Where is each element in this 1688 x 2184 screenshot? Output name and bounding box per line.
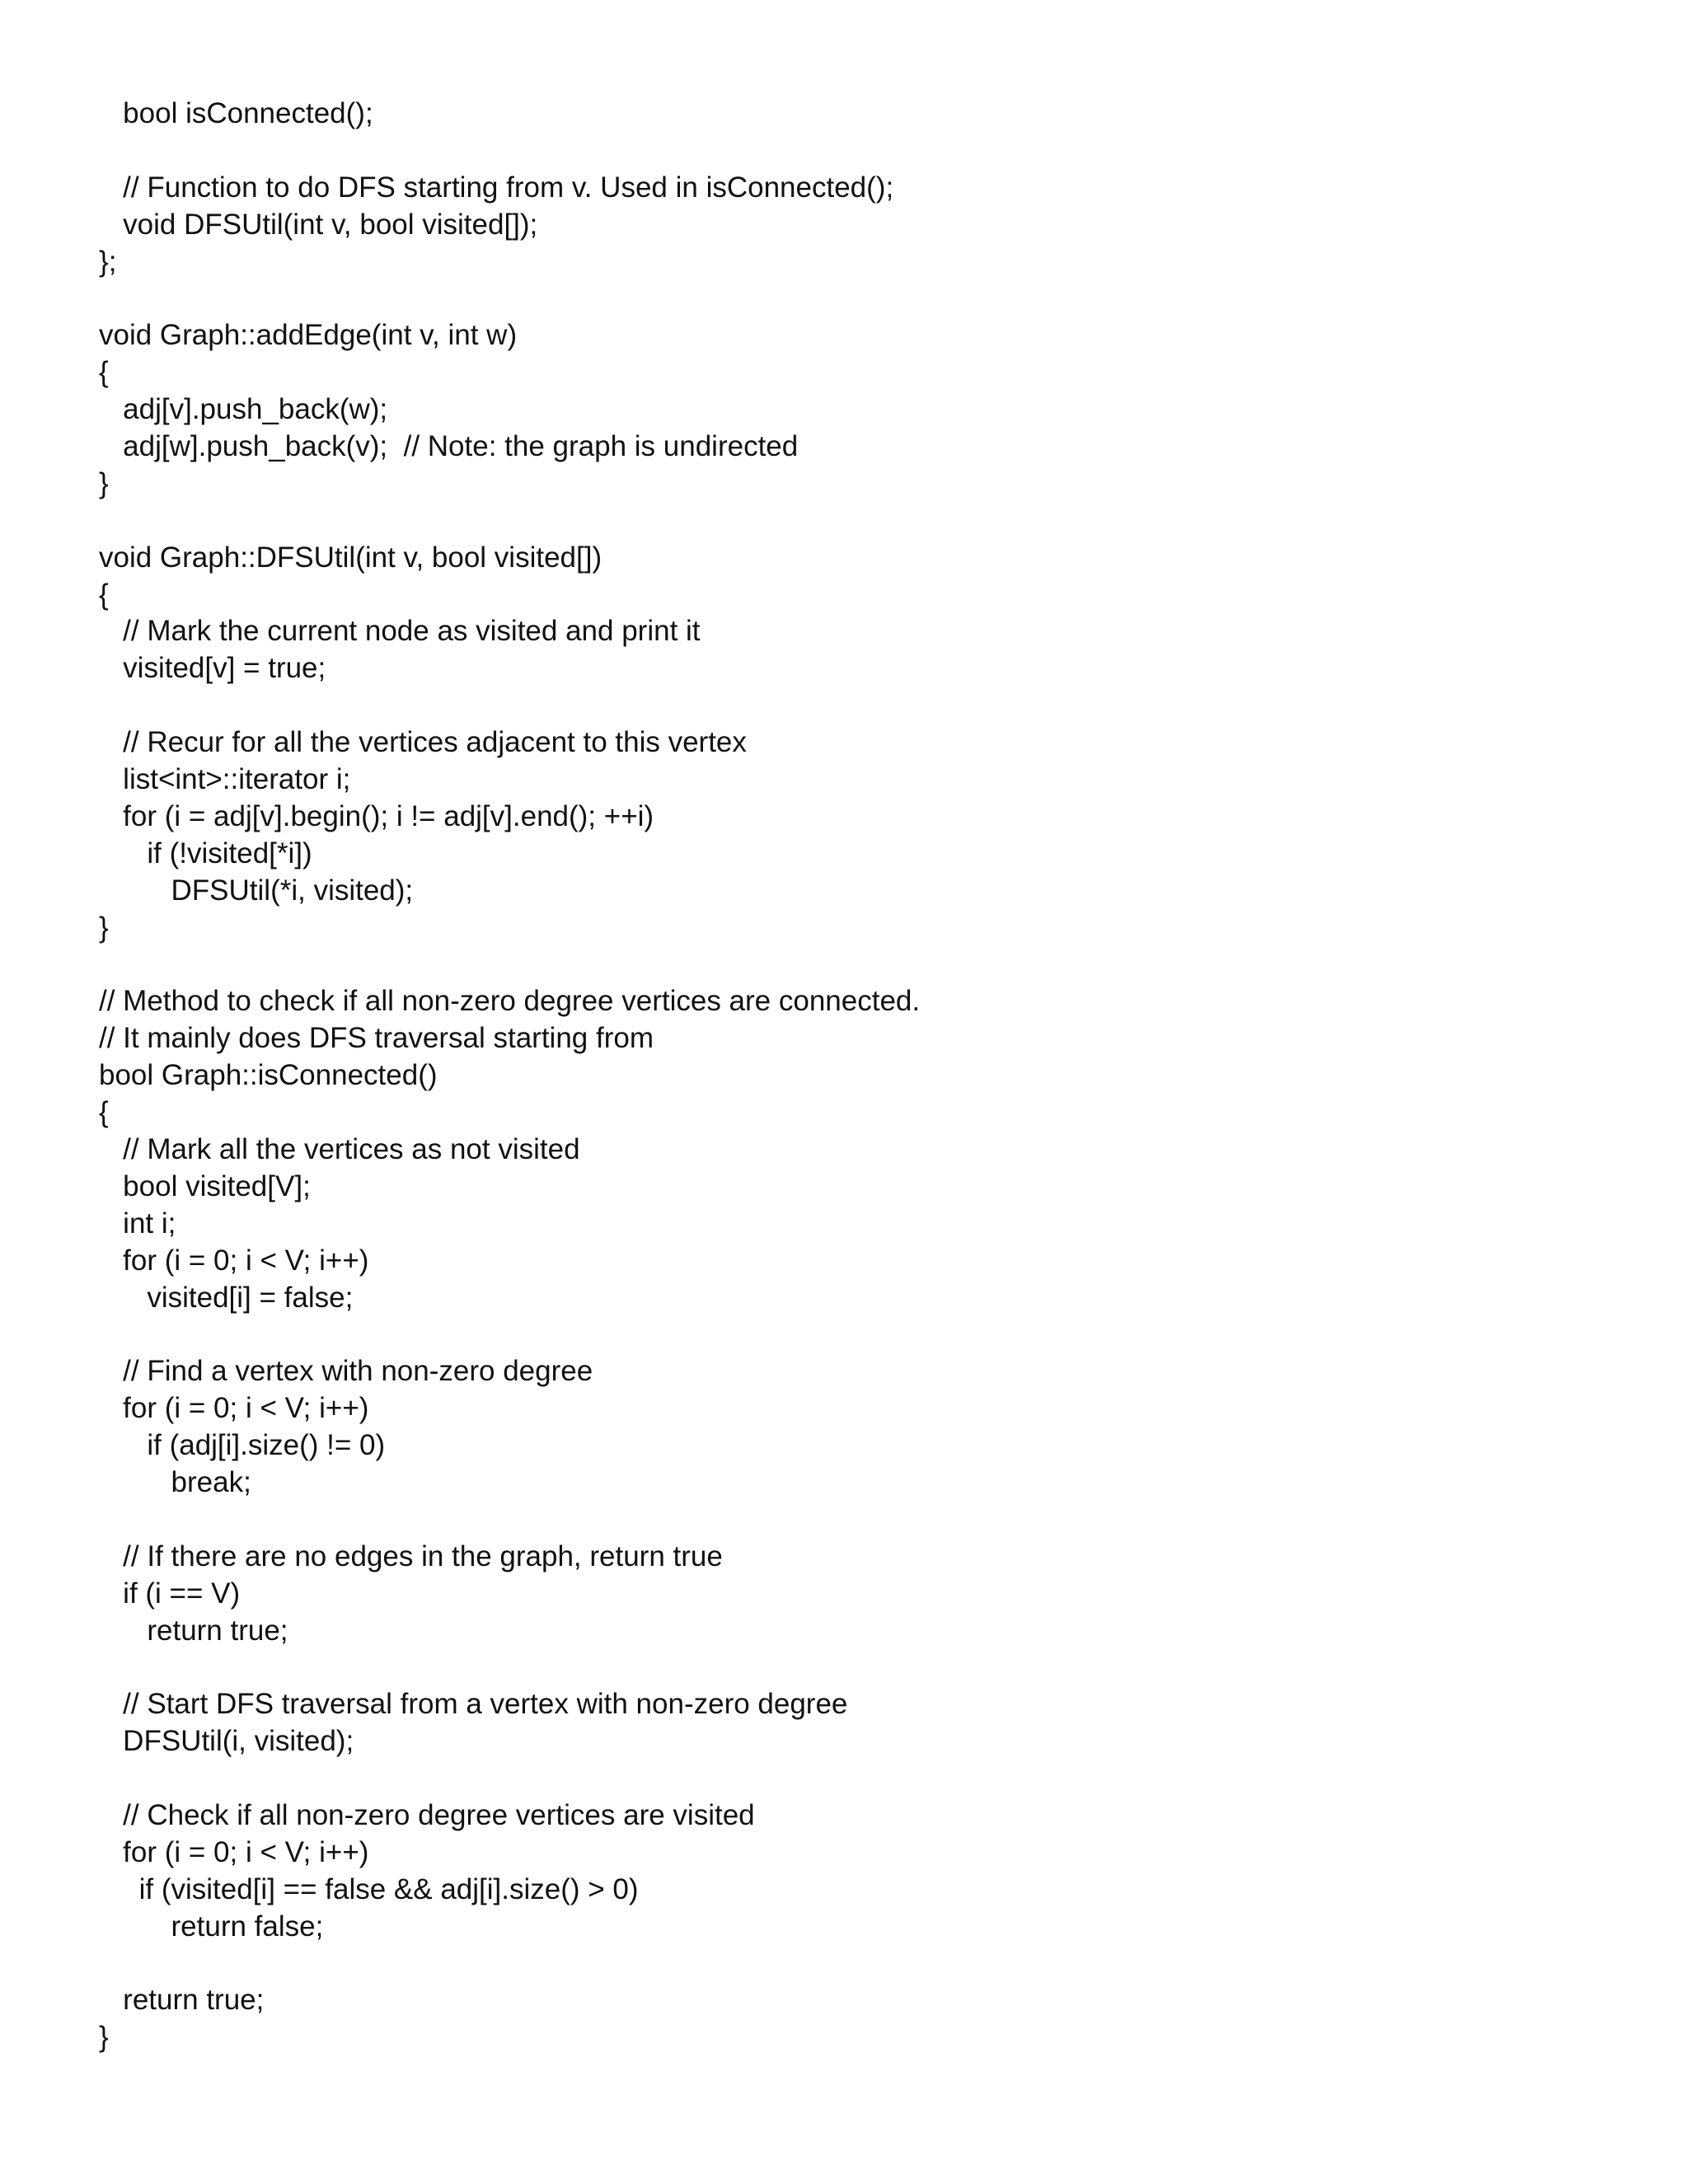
code-line: for (i = adj[v].begin(); i != adj[v].end(); ++i) <box>99 799 654 832</box>
code-line: bool isConnected(); <box>99 97 373 129</box>
code-line <box>99 1946 1648 1983</box>
code-line: // Function to do DFS starting from v. Used in isConnected(); <box>99 171 894 204</box>
code-line: visited[v] = true; <box>99 652 326 685</box>
code-line: if (i == V) <box>99 1577 241 1610</box>
code-line <box>99 1502 1648 1539</box>
code-line: } <box>99 911 109 944</box>
code-line: // Method to check if all non-zero degree vertices are connected. <box>99 985 921 1018</box>
code-line: if (!visited[*i]) <box>99 837 312 869</box>
code-line: int i; <box>99 1207 176 1240</box>
code-line: for (i = 0; i < V; i++) <box>99 1244 369 1277</box>
code-line: // Find a vertex with non-zero degree <box>99 1355 593 1388</box>
code-line <box>99 1760 1648 1797</box>
code-line: return false; <box>99 1910 324 1943</box>
code-line: // Mark all the vertices as not visited <box>99 1132 580 1165</box>
code-line: list<int>::iterator i; <box>99 763 351 796</box>
code-line: void DFSUtil(int v, bool visited[]); <box>99 208 538 241</box>
code-line: } <box>99 2021 109 2054</box>
code-line: } <box>99 466 109 499</box>
code-line: break; <box>99 1465 251 1498</box>
code-line: { <box>99 356 109 389</box>
code-line <box>99 133 1648 170</box>
code-line: DFSUtil(*i, visited); <box>99 874 414 907</box>
code-line: bool Graph::isConnected() <box>99 1059 438 1092</box>
code-line: { <box>99 578 109 611</box>
code-line: { <box>99 1096 109 1129</box>
code-listing <box>99 96 1648 2056</box>
code-line: // Check if all non-zero degree vertices are visited <box>99 1798 755 1831</box>
code-line <box>99 1649 1648 1686</box>
code-line: }; <box>99 245 117 278</box>
code-line: // If there are no edges in the graph, return true <box>99 1540 723 1572</box>
code-line <box>99 503 1648 540</box>
code-line <box>99 1316 1648 1353</box>
code-line: // Start DFS traversal from a vertex with non-zero degree <box>99 1688 848 1721</box>
code-line: void Graph::addEdge(int v, int w) <box>99 319 518 352</box>
code-line: // Mark the current node as visited and print it <box>99 615 701 648</box>
code-line: DFSUtil(i, visited); <box>99 1725 354 1758</box>
code-line <box>99 946 1648 983</box>
code-line <box>99 687 1648 724</box>
code-line: if (visited[i] == false && adj[i].size() > 0) <box>99 1872 639 1905</box>
code-line: for (i = 0; i < V; i++) <box>99 1835 369 1868</box>
code-line: visited[i] = false; <box>99 1281 354 1314</box>
code-line: // It mainly does DFS traversal starting from <box>99 1022 654 1055</box>
code-line: void Graph::DFSUtil(int v, bool visited[]) <box>99 541 603 574</box>
code-line: adj[v].push_back(w); <box>99 393 388 426</box>
code-line: for (i = 0; i < V; i++) <box>99 1392 369 1425</box>
code-line: // Recur for all the vertices adjacent to this vertex <box>99 726 747 759</box>
code-line <box>99 280 1648 317</box>
code-line: bool visited[V]; <box>99 1169 311 1202</box>
code-line: return true; <box>99 1614 288 1647</box>
code-line: return true; <box>99 1984 265 2017</box>
code-line: if (adj[i].size() != 0) <box>99 1429 386 1462</box>
code-line: adj[w].push_back(v); // Note: the graph is undirected <box>99 430 799 463</box>
